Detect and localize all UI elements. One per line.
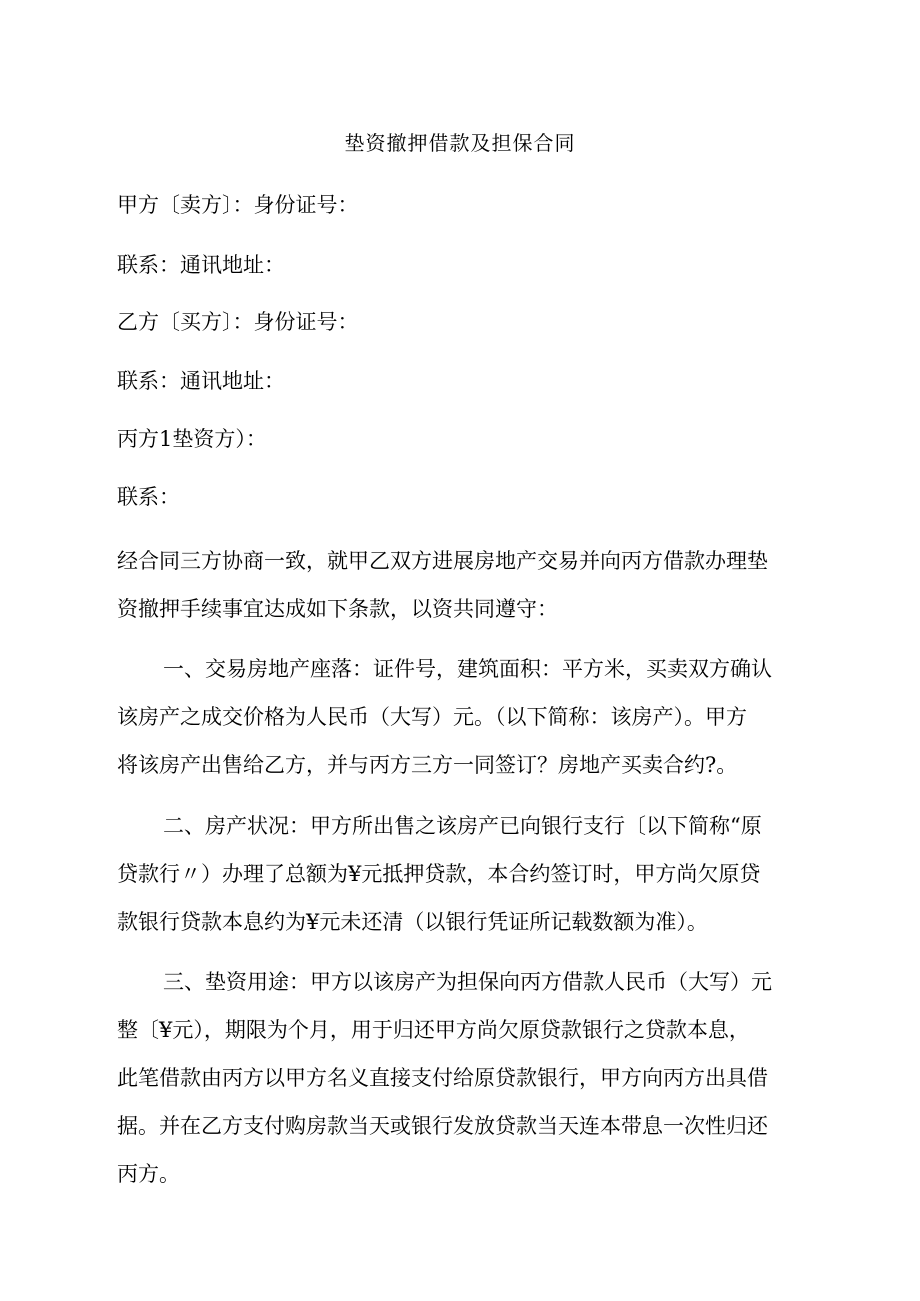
intro-line: 经合同三方协商一致，就甲乙双方进展房地产交易并向丙方借款办理垫 [117, 549, 768, 573]
clause-3-line: 此笔借款由丙方以甲方名义直接支付给原贷款银行，甲方向丙方出具借 [117, 1066, 768, 1090]
clause-2-paragraph [117, 802, 837, 946]
clause-3-line: 整〔¥元），期限为个月，用于归还甲方尚欠原贷款银行之贷款本息， [117, 1018, 750, 1042]
party-a-contact-line: 联系：通讯地址： [117, 253, 285, 277]
clause-3-paragraph [117, 958, 837, 1198]
clause-1-paragraph [117, 645, 837, 789]
party-b-contact-line: 联系：通讯地址： [117, 369, 285, 393]
document-title: 垫资撤押借款及担保合同 [344, 131, 576, 155]
party-c-contact-line: 联系： [117, 485, 180, 509]
clause-2-line: 贷款行〃）办理了总额为¥元抵押贷款，本合约签订时，甲方尚欠原贷 [117, 862, 761, 886]
clause-2-line: 二、房产状况：甲方所出售之该房产已向银行支行〔以下简称“原 [163, 814, 762, 838]
clause-3-line: 丙方。 [117, 1162, 180, 1186]
party-b-line: 乙方〔买方〕：身份证号： [117, 310, 359, 334]
clause-3-line: 据。并在乙方支付购房款当天或银行发放贷款当天连本带息一次性归还 [117, 1114, 768, 1138]
clause-1-line: 该房产之成交价格为人民币（大写）元。（以下简称：该房产）。甲方 [117, 705, 747, 729]
intro-paragraph [117, 537, 837, 633]
clause-1-line: 将该房产出售给乙方，并与丙方三方一同签订？房地产买卖合约?。 [117, 753, 738, 777]
intro-line: 资撤押手续事宜达成如下条款，以资共同遵守： [117, 597, 558, 621]
clause-1-line: 一、交易房地产座落：证件号，建筑面积：平方米，买卖双方确认 [163, 657, 772, 681]
party-c-line: 丙方1垫资方）： [117, 427, 267, 451]
clause-2-line: 款银行贷款本息约为¥元未还清（以银行凭证所记载数额为准）。 [117, 910, 708, 934]
clause-3-line: 三、垫资用途：甲方以该房产为担保向丙方借款人民币（大写）元 [163, 970, 772, 994]
party-a-line: 甲方〔卖方〕：身份证号： [117, 193, 359, 217]
